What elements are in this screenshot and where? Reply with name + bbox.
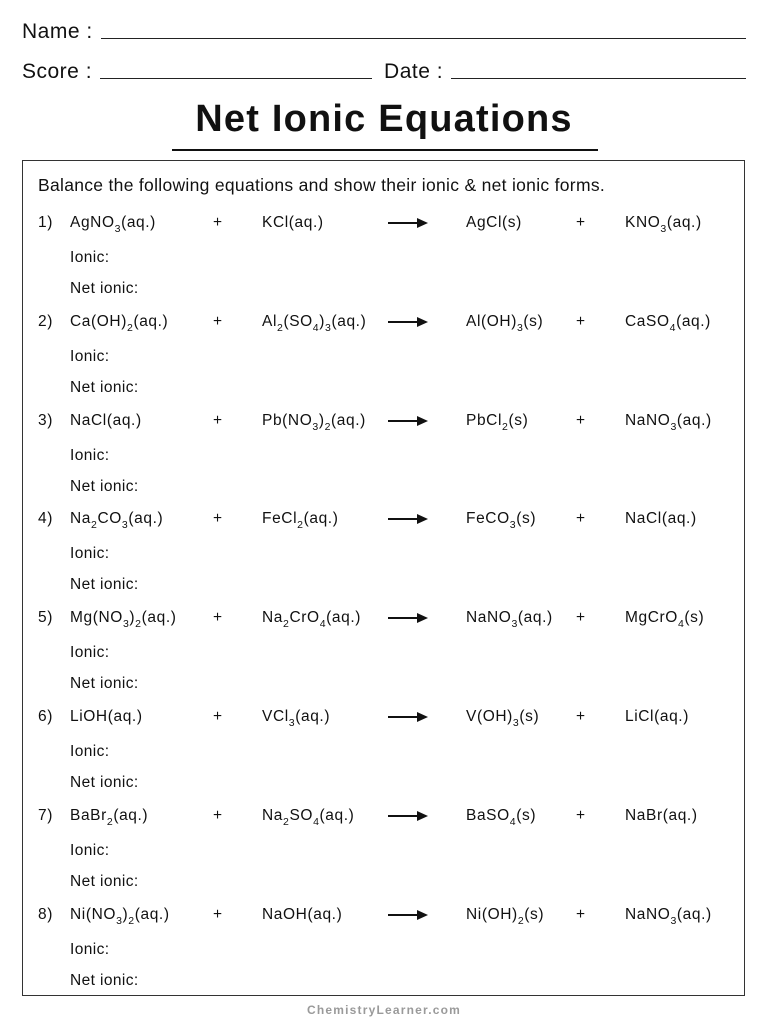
product-1: NaNO$_3$(aq.) bbox=[466, 609, 553, 631]
reactant-2: NaOH(aq.) bbox=[262, 905, 343, 923]
subscript: 2 bbox=[517, 914, 525, 927]
problem-number: 3) bbox=[38, 411, 53, 429]
reactant-1: LiOH(aq.) bbox=[70, 708, 143, 725]
subscript: 3 bbox=[312, 420, 319, 433]
reaction-arrow-icon bbox=[388, 414, 428, 428]
product-1: AgCl(s) bbox=[466, 214, 522, 231]
plus-sign: + bbox=[576, 609, 586, 627]
subscript: 2 bbox=[324, 420, 332, 433]
reaction-arrow-icon bbox=[388, 315, 428, 329]
plus-sign: + bbox=[576, 905, 586, 923]
name-label: Name : bbox=[22, 20, 93, 43]
subscript: 3 bbox=[670, 420, 677, 433]
reactant-2: KCl(aq.) bbox=[262, 214, 324, 231]
subscript: 4 bbox=[509, 815, 517, 828]
reactant-2: $Na_2SO_4(aq.)$ bbox=[262, 806, 355, 828]
subscript: 3 bbox=[512, 717, 520, 729]
subscript: 3 bbox=[288, 717, 296, 729]
product-1: $V(OH)_3(s)$ bbox=[466, 708, 540, 729]
subscript: 2 bbox=[283, 815, 290, 828]
ionic-label: Ionic: bbox=[70, 545, 110, 563]
reaction-arrow-icon bbox=[388, 512, 428, 526]
subscript: 3 bbox=[660, 223, 667, 235]
reactant-1: $Ni(NO_3)_2(aq.)$ bbox=[70, 905, 170, 927]
equation-row bbox=[0, 214, 768, 238]
subscript: 4 bbox=[313, 815, 320, 828]
problem-number: 8) bbox=[38, 905, 53, 923]
equation-row bbox=[0, 708, 768, 732]
subscript: 3 bbox=[121, 519, 129, 532]
reactant-2: FeCl$_2$(aq.) bbox=[262, 510, 339, 532]
plus-sign: + bbox=[576, 312, 586, 330]
subscript: 2 bbox=[297, 519, 304, 532]
footer-credit: ChemistryLearner.com bbox=[306, 1003, 462, 1017]
score-label: Score : bbox=[22, 60, 93, 83]
product-2: $KNO_3(aq.)$ bbox=[625, 214, 702, 235]
problem-number: 6) bbox=[38, 708, 53, 725]
plus-sign: + bbox=[213, 312, 223, 330]
name-field-row bbox=[22, 20, 746, 44]
equation-row bbox=[0, 807, 768, 831]
subscript: 2 bbox=[502, 420, 509, 433]
subscript: 2 bbox=[276, 321, 284, 334]
reactant-1: NaCl(aq.) bbox=[70, 411, 142, 429]
subscript: 4 bbox=[669, 321, 677, 334]
reaction-arrow-icon bbox=[388, 809, 428, 823]
ionic-label: Ionic: bbox=[70, 940, 110, 958]
subscript: 3 bbox=[114, 223, 122, 235]
net-ionic-label: Net ionic: bbox=[70, 378, 139, 396]
product-2: NaNO$_3$(aq.) bbox=[625, 905, 712, 927]
problem-number: 1) bbox=[38, 214, 53, 231]
reactant-2: VCl$_3$(aq.) bbox=[262, 708, 331, 729]
plus-sign: + bbox=[576, 214, 586, 231]
plus-sign: + bbox=[576, 806, 586, 824]
reactant-1: $Na_2CO_3(aq.)$ bbox=[70, 510, 164, 532]
net-ionic-label: Net ionic: bbox=[70, 675, 139, 693]
reactant-1: BaBr$_2$(aq.) bbox=[70, 806, 149, 828]
product-2: NaNO$_3$(aq.) bbox=[625, 411, 712, 433]
subscript: 3 bbox=[670, 914, 677, 927]
plus-sign: + bbox=[213, 609, 223, 627]
subscript: 3 bbox=[116, 914, 123, 927]
instructions: Balance the following equations and show their ionic & net ionic forms. bbox=[38, 175, 606, 195]
product-2: LiCl(aq.) bbox=[625, 708, 689, 725]
plus-sign: + bbox=[576, 411, 586, 429]
reactant-1: $Mg(NO_3)_2(aq.)$ bbox=[70, 609, 177, 631]
equation-row bbox=[0, 609, 768, 633]
problem-number: 2) bbox=[38, 312, 53, 330]
subscript: 2 bbox=[127, 321, 134, 334]
plus-sign: + bbox=[213, 905, 223, 923]
product-2: CaSO$_4$(aq.) bbox=[625, 312, 711, 334]
ionic-label: Ionic: bbox=[70, 743, 110, 760]
subscript: 3 bbox=[516, 321, 524, 334]
reactant-2: $Al_2(SO_4)_3(aq.)$ bbox=[262, 312, 367, 334]
plus-sign: + bbox=[576, 708, 586, 725]
net-ionic-label: Net ionic: bbox=[70, 280, 139, 297]
subscript: 4 bbox=[319, 618, 327, 631]
ionic-label: Ionic: bbox=[70, 644, 110, 662]
score-line[interactable] bbox=[100, 78, 372, 79]
product-1: $Al(OH)_3(s)$ bbox=[466, 312, 544, 334]
date-label: Date : bbox=[384, 60, 444, 83]
subscript: 2 bbox=[135, 618, 142, 631]
score-date-row bbox=[22, 60, 746, 84]
subscript: 2 bbox=[128, 914, 135, 927]
reactant-1: AgNO$_3$(aq.) bbox=[70, 214, 156, 235]
net-ionic-label: Net ionic: bbox=[70, 576, 139, 594]
reactant-2: $Na_2CrO_4(aq.)$ bbox=[262, 609, 362, 631]
subscript: 4 bbox=[312, 321, 320, 334]
equation-row bbox=[0, 412, 768, 436]
ionic-label: Ionic: bbox=[70, 249, 110, 266]
product-1: PbCl$_2$(s) bbox=[466, 411, 529, 433]
problem-number: 5) bbox=[38, 609, 53, 627]
plus-sign: + bbox=[213, 806, 223, 824]
plus-sign: + bbox=[213, 411, 223, 429]
name-line[interactable] bbox=[101, 38, 746, 39]
equation-row bbox=[0, 906, 768, 930]
net-ionic-label: Net ionic: bbox=[70, 971, 139, 989]
ionic-label: Ionic: bbox=[70, 446, 110, 464]
reactant-2: $Pb(NO_3)_2(aq.)$ bbox=[262, 411, 366, 433]
page-title: Net Ionic Equations bbox=[195, 98, 573, 140]
reaction-arrow-icon bbox=[388, 908, 428, 922]
product-1: BaSO$_4$(s) bbox=[466, 806, 537, 828]
reaction-arrow-icon bbox=[388, 216, 428, 230]
product-2: MgCrO$_4$(s) bbox=[625, 609, 705, 631]
problem-number: 7) bbox=[38, 806, 53, 824]
plus-sign: + bbox=[576, 510, 586, 528]
date-line[interactable] bbox=[451, 78, 746, 79]
plus-sign: + bbox=[213, 708, 223, 725]
net-ionic-label: Net ionic: bbox=[70, 477, 139, 495]
ionic-label: Ionic: bbox=[70, 841, 110, 859]
ionic-label: Ionic: bbox=[70, 347, 110, 365]
product-1: FeCO$_3$(s) bbox=[466, 510, 537, 532]
problem-number: 4) bbox=[38, 510, 53, 528]
subscript: 3 bbox=[122, 618, 130, 631]
net-ionic-label: Net ionic: bbox=[70, 872, 139, 890]
reaction-arrow-icon bbox=[388, 611, 428, 625]
subscript: 4 bbox=[677, 618, 685, 631]
subscript: 3 bbox=[325, 321, 332, 334]
product-2: NaCl(aq.) bbox=[625, 510, 697, 528]
subscript: 2 bbox=[91, 519, 98, 532]
product-2: NaBr(aq.) bbox=[625, 806, 698, 824]
equation-row bbox=[0, 313, 768, 337]
reaction-arrow-icon bbox=[388, 710, 428, 724]
reactant-1: $Ca(OH)_2(aq.)$ bbox=[70, 312, 169, 334]
subscript: 2 bbox=[106, 815, 114, 828]
net-ionic-label: Net ionic: bbox=[70, 774, 139, 791]
equation-row bbox=[0, 510, 768, 534]
subscript: 3 bbox=[511, 618, 518, 631]
plus-sign: + bbox=[213, 510, 223, 528]
subscript: 3 bbox=[509, 519, 517, 532]
subscript: 2 bbox=[283, 618, 290, 631]
product-1: $Ni(OH)_2(s)$ bbox=[466, 905, 545, 927]
title-underline bbox=[172, 149, 598, 151]
plus-sign: + bbox=[213, 214, 223, 231]
